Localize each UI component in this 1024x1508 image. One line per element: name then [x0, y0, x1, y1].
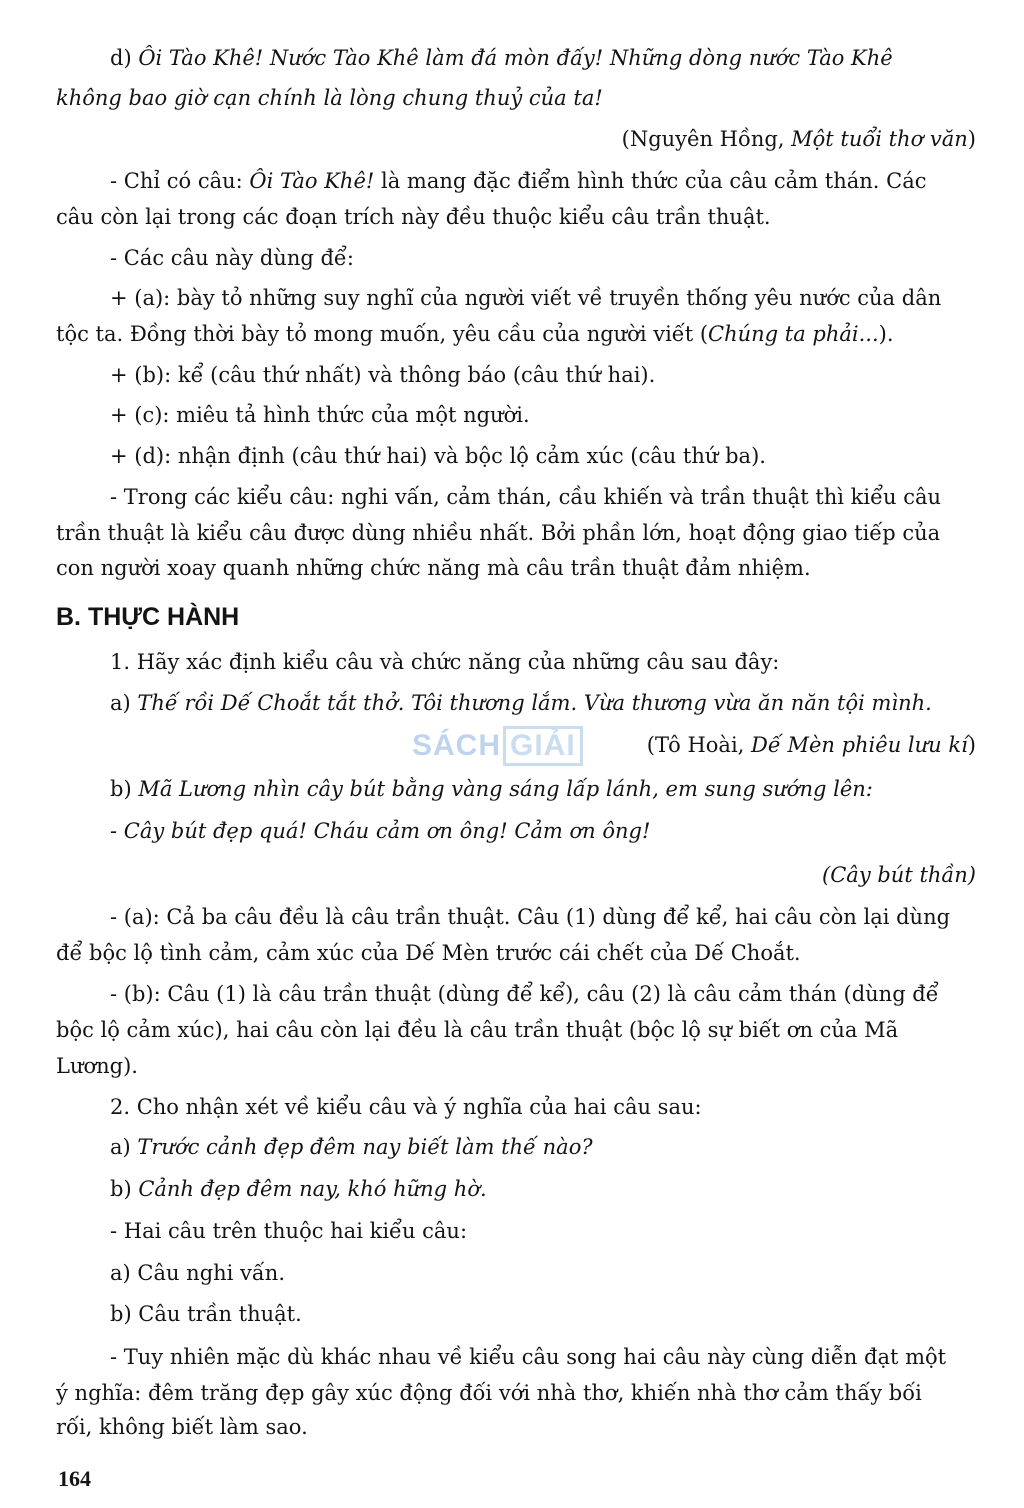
text-line: - Các câu này dùng để:	[110, 246, 354, 270]
book-title: Một tuổi thơ văn	[791, 127, 968, 151]
text-line: 1. Hãy xác định kiểu câu và chức năng của những câu sau đây:	[110, 650, 780, 674]
text-line: bộc lộ cảm xúc), hai câu còn lại đều là câu trần thuật (bộc lộ sự biết ơn của Mã	[56, 1018, 899, 1042]
text-line: b) Câu trần thuật.	[110, 1302, 302, 1326]
text-line: - Trong các kiểu câu: nghi vấn, cảm thán, cầu khiến và trần thuật thì kiểu câu	[110, 485, 942, 509]
watermark-text: GIẢI	[503, 726, 583, 766]
text-line	[110, 1133, 976, 1161]
text-line: + (b): kể (câu thứ nhất) và thông báo (câu thứ hai).	[110, 363, 656, 387]
text-span: ).	[878, 322, 894, 346]
quote-span: Ôi Tào Khê!	[249, 169, 375, 193]
text-line: Lương).	[56, 1054, 138, 1078]
text-line: - Tuy nhiên mặc dù khác nhau về kiểu câu song hai câu này cùng diễn đạt một	[110, 1345, 947, 1369]
text-line: không bao giờ cạn chính là lòng chung thuỷ của ta!	[56, 86, 603, 110]
text-line	[56, 320, 976, 348]
text-line	[110, 689, 976, 717]
page-number: 164	[58, 1466, 91, 1491]
text-span: )	[967, 127, 976, 151]
quote-span: Thế rồi Dế Choắt tắt thở. Tôi thương lắm. Vừa thương vừa ăn năn tội mình.	[137, 691, 932, 715]
text-line: - (a): Cả ba câu đều là câu trần thuật. Câu (1) dùng để kể, hai câu còn lại dùng	[110, 905, 951, 929]
text-span: (Nguyên Hồng,	[621, 127, 792, 151]
quote-span: Mã Lương nhìn cây bút bằng vàng sáng lấp lánh, em sung sướng lên:	[138, 777, 873, 801]
text-line: - (b): Câu (1) là câu trần thuật (dùng để kể), câu (2) là câu cảm thán (dùng để	[110, 982, 939, 1006]
text-line: + (c): miêu tả hình thức của một người.	[110, 403, 530, 427]
text-span: b)	[110, 1177, 139, 1201]
text-line	[110, 167, 976, 195]
text-span: a)	[110, 691, 138, 715]
text-line: - Cây bút đẹp quá! Cháu cảm ơn ông! Cảm ơn ông!	[110, 819, 651, 843]
quote-span: Chúng ta phải...	[708, 322, 879, 346]
text-line: rối, không biết làm sao.	[56, 1415, 308, 1439]
text-span: )	[967, 733, 976, 757]
text-line: + (a): bày tỏ những suy nghĩ của người viết về truyền thống yêu nước của dân	[110, 286, 942, 310]
text-line	[110, 775, 976, 803]
watermark-text: SÁCH	[412, 729, 502, 762]
text-span: (Tô Hoài,	[646, 733, 752, 757]
book-title: Dế Mèn phiêu lưu kí	[751, 733, 968, 757]
citation: (Cây bút thần)	[822, 863, 976, 887]
text-line: a) Câu nghi vấn.	[110, 1261, 285, 1285]
citation	[56, 731, 976, 759]
text-line: con người xoay quanh những chức năng mà câu trần thuật đảm nhiệm.	[56, 556, 811, 580]
quote-span: Ôi Tào Khê! Nước Tào Khê làm đá mòn đấy! Những dòng nước Tào Khê	[138, 46, 893, 70]
text-span: tộc ta. Đồng thời bày tỏ mong muốn, yêu cầu của người viết (	[56, 322, 709, 346]
text-span: b)	[110, 777, 139, 801]
text-line	[110, 1175, 976, 1203]
quote-span: Cảnh đẹp đêm nay, khó hững hờ.	[138, 1177, 487, 1201]
text-line: để bộc lộ tình cảm, cảm xúc của Dế Mèn trước cái chết của Dế Choắt.	[56, 941, 801, 965]
text-line	[110, 44, 976, 72]
text-line: ý nghĩa: đêm trăng đẹp gây xúc động đối với nhà thơ, khiến nhà thơ cảm thấy bối	[56, 1381, 922, 1405]
quote-span: Trước cảnh đẹp đêm nay biết làm thế nào?	[137, 1135, 593, 1159]
text-span: a)	[110, 1135, 138, 1159]
text-span: d)	[110, 46, 139, 70]
text-line: trần thuật là kiểu câu được dùng nhiều nhất. Bởi phần lớn, hoạt động giao tiếp của	[56, 521, 941, 545]
text-line: câu còn lại trong các đoạn trích này đều thuộc kiểu câu trần thuật.	[56, 205, 771, 229]
text-line: 2. Cho nhận xét về kiểu câu và ý nghĩa của hai câu sau:	[110, 1095, 702, 1119]
text-line: - Hai câu trên thuộc hai kiểu câu:	[110, 1219, 468, 1243]
text-line: + (d): nhận định (câu thứ hai) và bộc lộ cảm xúc (câu thứ ba).	[110, 444, 766, 468]
citation	[56, 125, 976, 153]
text-span: là mang đặc điểm hình thức của câu cảm thán. Các	[374, 169, 927, 193]
section-heading: B. THỰC HÀNH	[56, 603, 240, 631]
text-span: - Chỉ có câu:	[110, 169, 250, 193]
